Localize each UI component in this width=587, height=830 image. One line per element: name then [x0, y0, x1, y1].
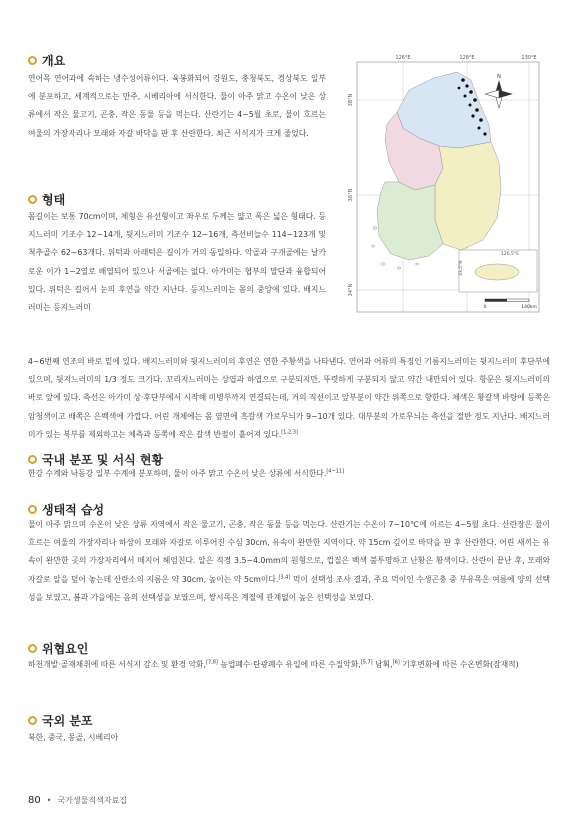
north-label: N: [497, 74, 501, 80]
page-footer: [28, 795, 127, 806]
lat-label: 38°N: [348, 93, 354, 107]
morphology-text: 4~6번째 연조의 바로 밑에 있다. 배지느러미와 뒷지느러미의 후연은 연한 주황색을 나타낸다. 연어과 어류의 특징인 기름지느러미는 뒷지느러미 후단부에 있으며, 뒷지느러미의 1/3 정도 크기다. 꼬리지느러미는 상엽과 하엽으로 구분되지만, 뚜렷하게 구분되지 않고 약간 내만되어 있다. 항문은 뒷지느러미의 바로 앞에 있다. 측선은 아가미 상·후단부에서 시작해 미병부까지 연결되는데, 거의 직선이고 앞부분이 약간 위쪽으로 향한다. 체색은 황갈색 바탕에 등쪽은 암청색이고 배쪽은 은백색에 가깝다. 어린 개체에는 몸 옆면에 흑갈색 가로무늬가 9~10개 있다. 대부분의 가로무늬는 측선을 절반 정도 지난다. 배지느러미가 있는 복부를 제외하고는 체측과 등쪽에 작은 갈색 반점이 흩어져 있다.: [28, 357, 550, 439]
occurrence-point: [478, 127, 481, 130]
heading-bullet-icon: [28, 716, 37, 725]
heading-bullet-icon: [28, 644, 37, 653]
occurrence-point: [461, 78, 465, 82]
occurrence-point: [458, 87, 461, 90]
lon-label: 126°E: [395, 55, 411, 61]
region-jeolla: [377, 182, 443, 260]
distribution-map: [339, 50, 543, 318]
lon-label: 128°E: [459, 55, 475, 61]
occurrence-point: [483, 132, 486, 135]
occurrence-point: [469, 104, 472, 107]
overview-paragraph: 연어목 연어과에 속하는 냉수성어류이다. 육봉화되어 강원도, 충청북도, 경상북도 일부에 분포하고, 세계적으로는 만주, 시베리아에 서식한다. 물이 아주 맑고 수온이 낮은 상류에서 작은 물고기, 곤충, 작은 동물 등을 먹는다. 산란기는 4~5월 초로, 물이 흐르는 여울의 가장자리나 모래와 자갈 바닥을 판 후 산란한다. 최근 서식지가 크게 줄었다.: [28, 74, 326, 138]
jeju-inset: [458, 250, 537, 292]
occurrence-point: [469, 90, 473, 94]
reference-mark: [1,2,3]: [281, 429, 298, 436]
abroad-paragraph: 북한, 중국, 몽골, 시베리아: [28, 733, 119, 742]
reference-mark: [3,4]: [278, 574, 291, 581]
section-title: 국외 분포: [42, 714, 93, 728]
lat-label: 36°N: [348, 188, 354, 202]
scale-start: 0: [483, 305, 487, 310]
inset-lon-label: 126.5°E: [501, 252, 519, 257]
ecology-paragraph: [28, 516, 550, 607]
threats-paragraph: [28, 656, 550, 674]
heading-bullet-icon: [28, 195, 37, 204]
reference-mark: [6]: [392, 659, 400, 666]
section-title: 형태: [42, 193, 66, 207]
page-number: 80: [28, 795, 41, 806]
threats-text-4: 기후변화에 따른 수온변화(잠재적): [399, 660, 519, 669]
occurrence-point: [471, 114, 474, 117]
jeju-island: [475, 264, 519, 280]
ecology-text-b: 먹이 선택성 조사 결과, 주요 먹이인 수생곤충 중 부유목은 여름에 양의 선택성을 보였고, 봄과 가을에는 음의 선택성을 보였으며, 쌍시목은 계절에 관계없이 높은 선택성을 보였다.: [28, 574, 551, 602]
scale-end: 140km: [521, 305, 537, 310]
threats-text-2: 농업폐수·탄광폐수 유입에 따른 수질악화,: [217, 660, 361, 669]
section-heading-overview: [28, 52, 65, 69]
threats-text-1: 하천개발·골재채취에 따른 서식지 감소 및 환경 악화,: [28, 660, 206, 669]
reference-mark: [7,8]: [206, 659, 218, 666]
section-title: 국내 분포 및 서식 현황: [42, 453, 164, 467]
occurrence-point: [473, 98, 477, 102]
lat-label: 34°N: [348, 283, 354, 297]
ecology-text-a: 물이 아주 맑으며 수온이 낮은 상류 지역에서 작은 물고기, 곤충, 작은 동물 등을 먹는다. 산란기는 수온이 7~10℃에 이르는 4~5월 초다. 산란장은 물이 흐르는 여울의 가장자리나 하상이 모래와 자갈로 이루어진 수심 30cm, 유속이 완만한 지역이다. 약 15cm 깊이로 바닥을 판 후 산란한다. 어린 새끼는 유속이 완만한 곳의 가장자리에서 떼지어 헤엄친다. 알은 직경 3.5~4.0mm의 원형으로, 껍질은 백색 불투명하고 난황은 황색이다. 산란이 끝난 후, 모래와 자갈로 알을 덮어 놓는데 산란소의 지름은 약 30cm, 높이는 약 5cm이다.: [28, 520, 550, 584]
lon-label: 130°E: [521, 55, 537, 61]
heading-bullet-icon: [28, 455, 37, 464]
morphology-paragraph-wrapped: 몸길이는 보통 70cm이며, 체형은 유선형이고 좌우로 두께는 얇고 폭은 넓은 형태다. 등지느러미 기조수 12~14개, 뒷지느러미 기조수 12~16개, 측선비늘수 114~123개 및 척추골수 62~63개다. 위턱과 아래턱은 길이가 거의 동일하다. 악골과 구개골에는 날카로운 이가 1~2열로 배열되어 있으나 서골에는 없다. 아가미는 협부의 말단과 융합되어 있다. 위턱은 길어서 눈의 후연을 약간 지난다. 등지느러미는 몸의 중앙에 있다. 배지느러미는 등지느러미: [28, 212, 326, 313]
inset-lat-label: 33.5°N: [459, 260, 464, 276]
distribution-text: 한강 수계와 낙동강 일부 수계에 분포하며, 물이 아주 맑고 수온이 낮은 상류에 서식한다.: [28, 469, 327, 478]
distribution-paragraph: [28, 465, 550, 483]
section-title: 생태적 습성: [42, 503, 105, 517]
reference-mark: [4~11]: [326, 468, 344, 475]
section-title: 개요: [42, 54, 66, 68]
section-heading-morphology: [28, 191, 65, 208]
heading-bullet-icon: [28, 56, 37, 65]
occurrence-point: [465, 84, 468, 87]
section-heading-abroad: [28, 712, 93, 729]
reference-mark: [5,7]: [360, 659, 373, 666]
section-title: 위협요인: [42, 642, 89, 656]
morphology-paragraph-full: [28, 353, 550, 444]
book-title: 국가생물적색자료집: [57, 796, 128, 805]
footer-separator: •: [46, 796, 52, 805]
heading-bullet-icon: [28, 505, 37, 514]
occurrence-point: [479, 118, 483, 122]
threats-text-3: 남획,: [372, 660, 393, 669]
section-heading-threats: [28, 640, 88, 657]
occurrence-point: [464, 95, 467, 98]
occurrence-point: [475, 108, 479, 112]
